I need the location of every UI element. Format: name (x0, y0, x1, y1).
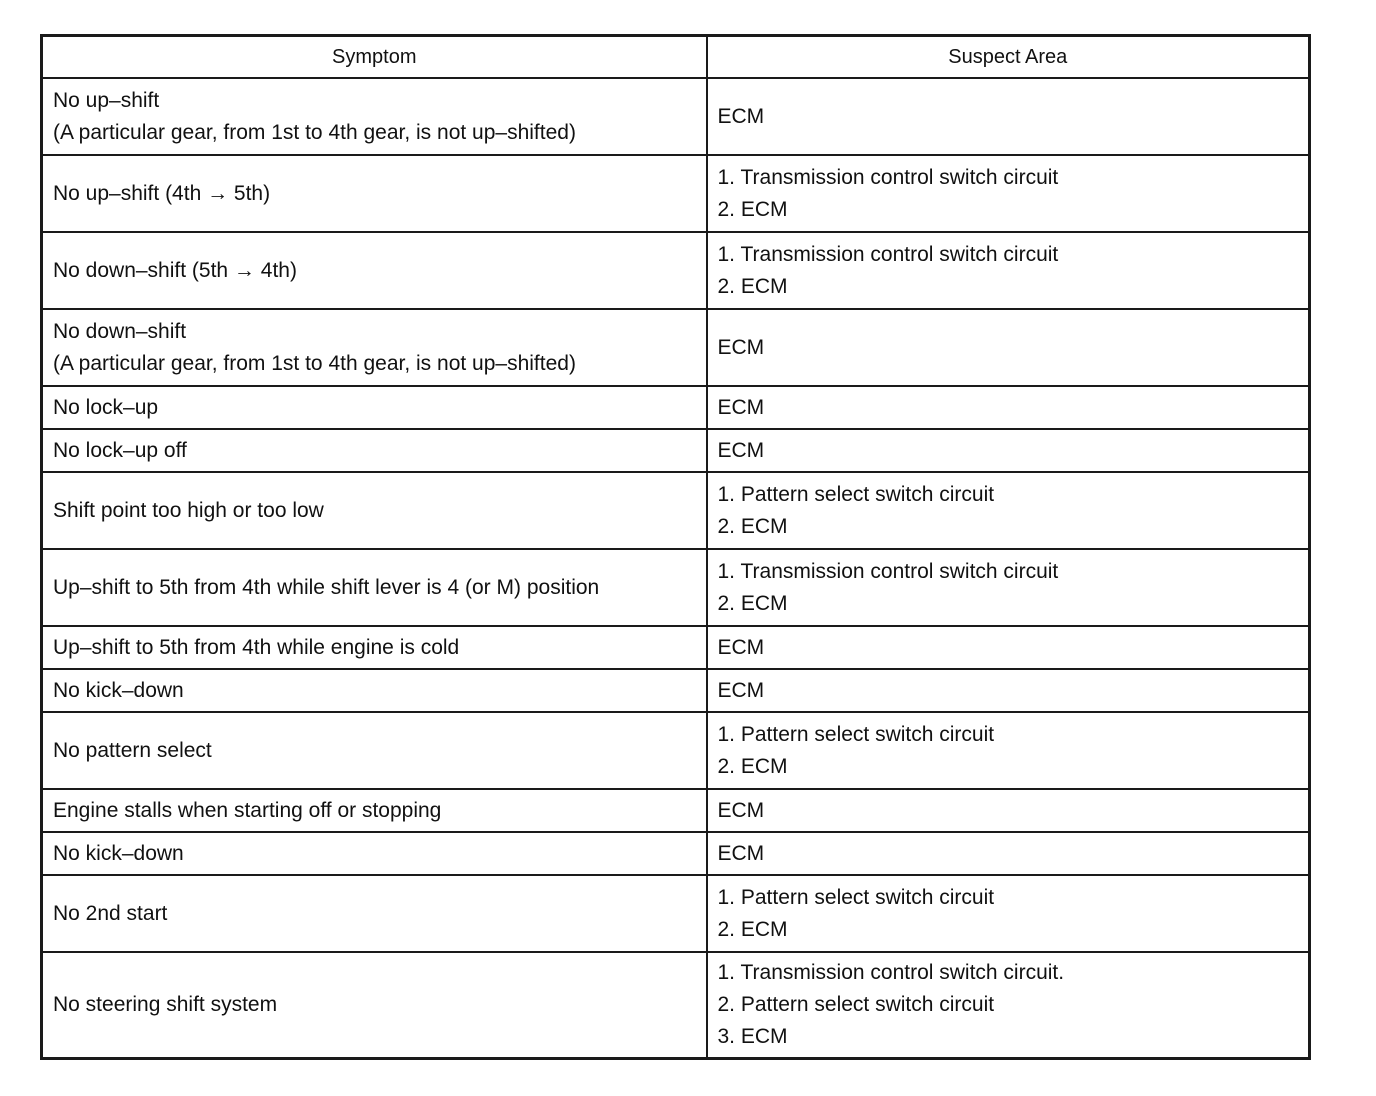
symptom-text: No kick–down (53, 841, 184, 865)
table-row (42, 789, 1310, 832)
symptom-cell (42, 952, 707, 1058)
suspect-area-text: ECM (717, 635, 765, 659)
suspect-area-cell (707, 875, 1310, 952)
symptom-cell (42, 78, 707, 155)
symptom-column-header: Symptom (42, 36, 707, 79)
suspect-area-cell (707, 626, 1310, 669)
suspect-area-cell (707, 472, 1310, 549)
suspect-area-cell (707, 429, 1310, 472)
suspect-area-text: 2. ECM (717, 274, 788, 298)
table-row (42, 952, 1310, 1058)
symptom-cell (42, 155, 707, 232)
suspect-area-text: 2. Pattern select switch circuit (717, 992, 995, 1016)
suspect-area-cell (707, 712, 1310, 789)
symptom-text: No kick–down (53, 678, 184, 702)
suspect-area-text: 1. Pattern select switch circuit (717, 722, 995, 746)
suspect-area-cell (707, 155, 1310, 232)
symptom-cell (42, 549, 707, 626)
suspect-area-text: ECM (717, 395, 765, 419)
suspect-area-cell (707, 309, 1310, 386)
suspect-area-cell (707, 789, 1310, 832)
suspect-area-text: 1. Pattern select switch circuit (717, 885, 995, 909)
troubleshooting-sheet (40, 34, 1308, 1060)
suspect-area-cell (707, 952, 1310, 1058)
table-row (42, 472, 1310, 549)
table-row (42, 78, 1310, 155)
suspect-area-text: ECM (717, 798, 765, 822)
suspect-area-text: ECM (717, 678, 765, 702)
symptom-text: No down–shift (5th → 4th) (53, 258, 297, 282)
table-row (42, 875, 1310, 952)
symptom-text: Up–shift to 5th from 4th while engine is cold (53, 635, 460, 659)
symptom-text: Engine stalls when starting off or stopping (53, 798, 442, 822)
symptom-text: No lock–up off (53, 438, 187, 462)
symptom-text: No 2nd start (53, 901, 168, 925)
symptom-cell (42, 429, 707, 472)
table-row (42, 386, 1310, 429)
suspect-area-text: 1. Transmission control switch circuit. (717, 960, 1065, 984)
symptom-cell (42, 789, 707, 832)
symptom-table (40, 34, 1311, 1060)
suspect-area-cell (707, 669, 1310, 712)
suspect-area-text: 2. ECM (717, 591, 788, 615)
header-row (42, 36, 1310, 79)
symptom-text: (A particular gear, from 1st to 4th gear, is not up–shifted) (53, 351, 576, 375)
symptom-cell (42, 875, 707, 952)
table-row (42, 309, 1310, 386)
symptom-cell (42, 832, 707, 875)
suspect-area-text: ECM (717, 335, 765, 359)
table-row (42, 232, 1310, 309)
suspect-area-text: ECM (717, 104, 765, 128)
symptom-cell (42, 669, 707, 712)
table-row (42, 429, 1310, 472)
table-row (42, 626, 1310, 669)
table-row (42, 712, 1310, 789)
suspect-area-text: 1. Transmission control switch circuit (717, 559, 1059, 583)
symptom-cell (42, 232, 707, 309)
symptom-text: No steering shift system (53, 992, 278, 1016)
suspect-area-cell (707, 78, 1310, 155)
symptom-cell (42, 626, 707, 669)
suspect-area-text: ECM (717, 841, 765, 865)
table-body (42, 78, 1310, 1058)
suspect-area-text: 1. Transmission control switch circuit (717, 242, 1059, 266)
suspect-area-column-header: Suspect Area (707, 36, 1310, 79)
suspect-area-text: 2. ECM (717, 754, 788, 778)
symptom-cell (42, 472, 707, 549)
symptom-text: (A particular gear, from 1st to 4th gear, is not up–shifted) (53, 120, 576, 144)
suspect-area-cell (707, 549, 1310, 626)
symptom-text: No up–shift (53, 88, 160, 112)
table-row (42, 155, 1310, 232)
symptom-cell (42, 309, 707, 386)
table-row (42, 832, 1310, 875)
symptom-cell (42, 386, 707, 429)
symptom-text: No down–shift (53, 319, 187, 343)
suspect-area-text: 1. Pattern select switch circuit (717, 482, 995, 506)
symptom-cell (42, 712, 707, 789)
table-row (42, 549, 1310, 626)
suspect-area-text: 2. ECM (717, 197, 788, 221)
suspect-area-text: 2. ECM (717, 917, 788, 941)
suspect-area-cell (707, 832, 1310, 875)
suspect-area-text: 3. ECM (717, 1024, 788, 1048)
suspect-area-text: 2. ECM (717, 514, 788, 538)
symptom-text: No lock–up (53, 395, 159, 419)
suspect-area-text: 1. Transmission control switch circuit (717, 165, 1059, 189)
symptom-text: No up–shift (4th → 5th) (53, 181, 271, 205)
symptom-text: No pattern select (53, 738, 212, 762)
symptom-text: Up–shift to 5th from 4th while shift lever is 4 (or M) position (53, 575, 600, 599)
suspect-area-text: ECM (717, 438, 765, 462)
table-row (42, 669, 1310, 712)
suspect-area-cell (707, 232, 1310, 309)
suspect-area-cell (707, 386, 1310, 429)
symptom-text: Shift point too high or too low (53, 498, 324, 522)
